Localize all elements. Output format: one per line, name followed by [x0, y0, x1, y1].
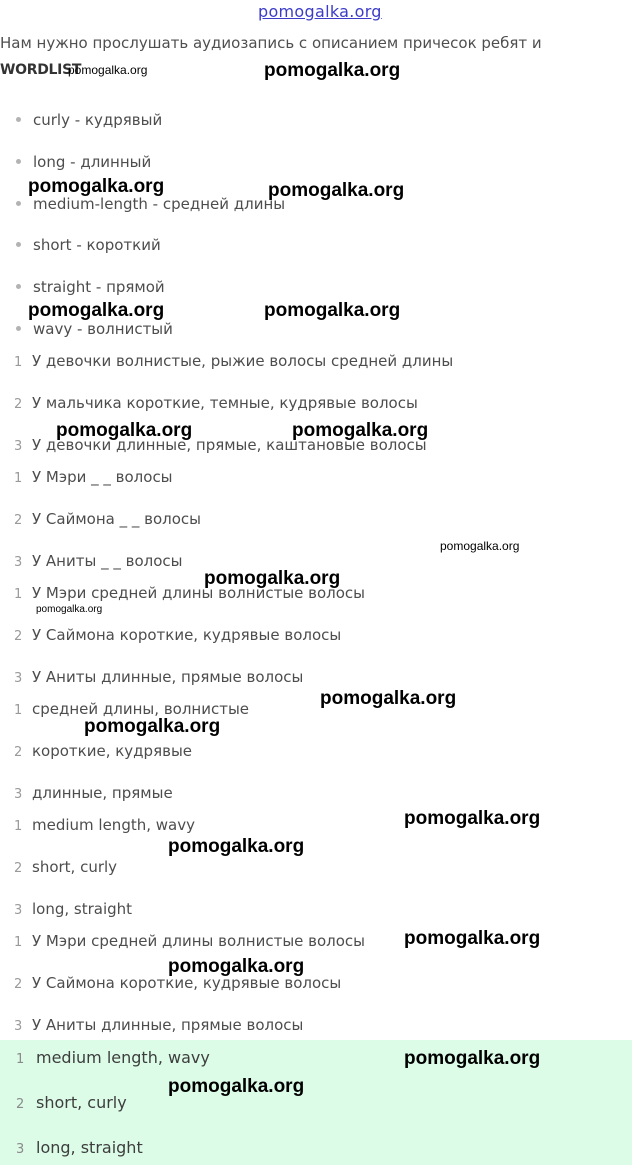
blank-item — [14, 510, 201, 528]
watermark: pomogalka.org — [168, 836, 305, 857]
item-number: 3 — [14, 787, 23, 802]
item-number: 2 — [14, 861, 23, 876]
bullet-icon — [16, 284, 21, 289]
intro-text: Нам нужно прослушать аудиозапись с описанием причесок ребят и — [0, 34, 542, 52]
wordlist-heading: WORDLIST — [0, 62, 82, 78]
item-number: 2 — [14, 397, 23, 412]
en-answer — [14, 858, 117, 876]
watermark: pomogalka.org — [168, 1076, 305, 1097]
watermark: pomogalka.org — [404, 808, 541, 829]
list-item — [16, 320, 173, 338]
answer-text: short, curly — [32, 858, 118, 876]
answer-text: medium length, wavy — [32, 816, 195, 834]
filled-item — [14, 932, 365, 950]
sentence-item — [14, 394, 418, 412]
filled-text: У Мэри средней длины волнистые волосы — [32, 932, 366, 950]
item-number: 1 — [14, 703, 23, 718]
watermark: pomogalka.org — [292, 420, 429, 441]
filled-text: У Мэри средней длины волнистые волосы — [32, 584, 366, 602]
item-number: 2 — [14, 977, 23, 992]
bullet-icon — [16, 242, 21, 247]
watermark: pomogalka.org — [36, 604, 103, 615]
watermark: pomogalka.org — [28, 176, 165, 197]
en-answer — [14, 816, 195, 834]
filled-item — [14, 626, 341, 644]
ru-answer — [14, 784, 173, 802]
sentence-text: У мальчика короткие, темные, кудрявые волосы — [32, 394, 418, 412]
watermark: pomogalka.org — [440, 539, 520, 553]
item-number: 3 — [14, 671, 23, 686]
ru-answer — [14, 742, 192, 760]
list-item — [16, 111, 162, 129]
list-item-text: long - длинный — [33, 153, 152, 171]
bullet-icon — [16, 326, 21, 331]
item-number: 1 — [14, 355, 23, 370]
watermark: pomogalka.org — [264, 300, 401, 321]
watermark: pomogalka.org — [56, 420, 193, 441]
watermark: pomogalka.org — [168, 956, 305, 977]
bullet-icon — [16, 117, 21, 122]
list-item — [16, 278, 165, 296]
list-item-text: straight - прямой — [33, 278, 165, 296]
watermark: pomogalka.org — [404, 928, 541, 949]
filled-text: У Аниты длинные, прямые волосы — [32, 668, 304, 686]
filled-text: У Саймона короткие, кудрявые волосы — [32, 974, 342, 992]
watermark: pomogalka.org — [268, 180, 405, 201]
list-item-text: curly - кудрявый — [33, 111, 163, 129]
sentence-item — [14, 352, 453, 370]
watermark: pomogalka.org — [404, 1048, 541, 1069]
answer-text: medium length, wavy — [36, 1048, 210, 1067]
final-answer — [16, 1138, 143, 1157]
filled-text: У Аниты длинные, прямые волосы — [32, 1016, 304, 1034]
bullet-icon — [16, 159, 21, 164]
watermark: pomogalka.org — [320, 688, 457, 709]
item-number: 1 — [14, 935, 23, 950]
watermark: pomogalka.org — [204, 568, 341, 589]
item-number: 3 — [14, 439, 23, 454]
item-number: 2 — [16, 1097, 25, 1112]
watermark: pomogalka.org — [264, 60, 401, 81]
site-title[interactable]: pomogalka.org — [258, 2, 382, 21]
sentence-text: У девочки волнистые, рыжие волосы средней длины — [32, 352, 454, 370]
answer-text: long, straight — [32, 900, 133, 918]
answer-text: длинные, прямые — [32, 784, 173, 802]
item-number: 1 — [14, 819, 23, 834]
blank-item — [14, 552, 182, 570]
filled-item — [14, 1016, 303, 1034]
answer-text: short, curly — [36, 1093, 127, 1112]
answer-text: средней длины, волнистые — [32, 700, 250, 718]
item-number: 2 — [14, 513, 23, 528]
watermark: pomogalka.org — [28, 300, 165, 321]
final-answer — [16, 1093, 127, 1112]
item-number: 3 — [14, 1019, 23, 1034]
item-number: 1 — [16, 1052, 25, 1067]
answer-text: короткие, кудрявые — [32, 742, 193, 760]
list-item — [16, 236, 161, 254]
item-number: 2 — [14, 745, 23, 760]
list-item-text: short - короткий — [33, 236, 161, 254]
list-item-text: wavy - волнистый — [33, 320, 173, 338]
list-item — [16, 153, 151, 171]
list-item-text: medium-length - средней длины — [33, 195, 286, 213]
sentence-text: У девочки длинные, прямые, каштановые волосы — [32, 436, 427, 454]
blank-text: У Мэри _ _ волосы — [32, 468, 173, 486]
filled-item — [14, 668, 303, 686]
blank-text: У Саймона _ _ волосы — [32, 510, 201, 528]
item-number: 3 — [14, 903, 23, 918]
filled-text: У Саймона короткие, кудрявые волосы — [32, 626, 342, 644]
watermark: pomogalka.org — [68, 63, 148, 77]
bullet-icon — [16, 201, 21, 206]
watermark: pomogalka.org — [84, 716, 221, 737]
answer-text: long, straight — [36, 1138, 143, 1157]
item-number: 3 — [14, 555, 23, 570]
final-answer — [16, 1048, 210, 1067]
en-answer — [14, 900, 132, 918]
item-number: 3 — [16, 1142, 25, 1157]
blank-item — [14, 468, 173, 486]
item-number: 1 — [14, 471, 23, 486]
item-number: 1 — [14, 587, 23, 602]
item-number: 2 — [14, 629, 23, 644]
blank-text: У Аниты _ _ волосы — [32, 552, 183, 570]
